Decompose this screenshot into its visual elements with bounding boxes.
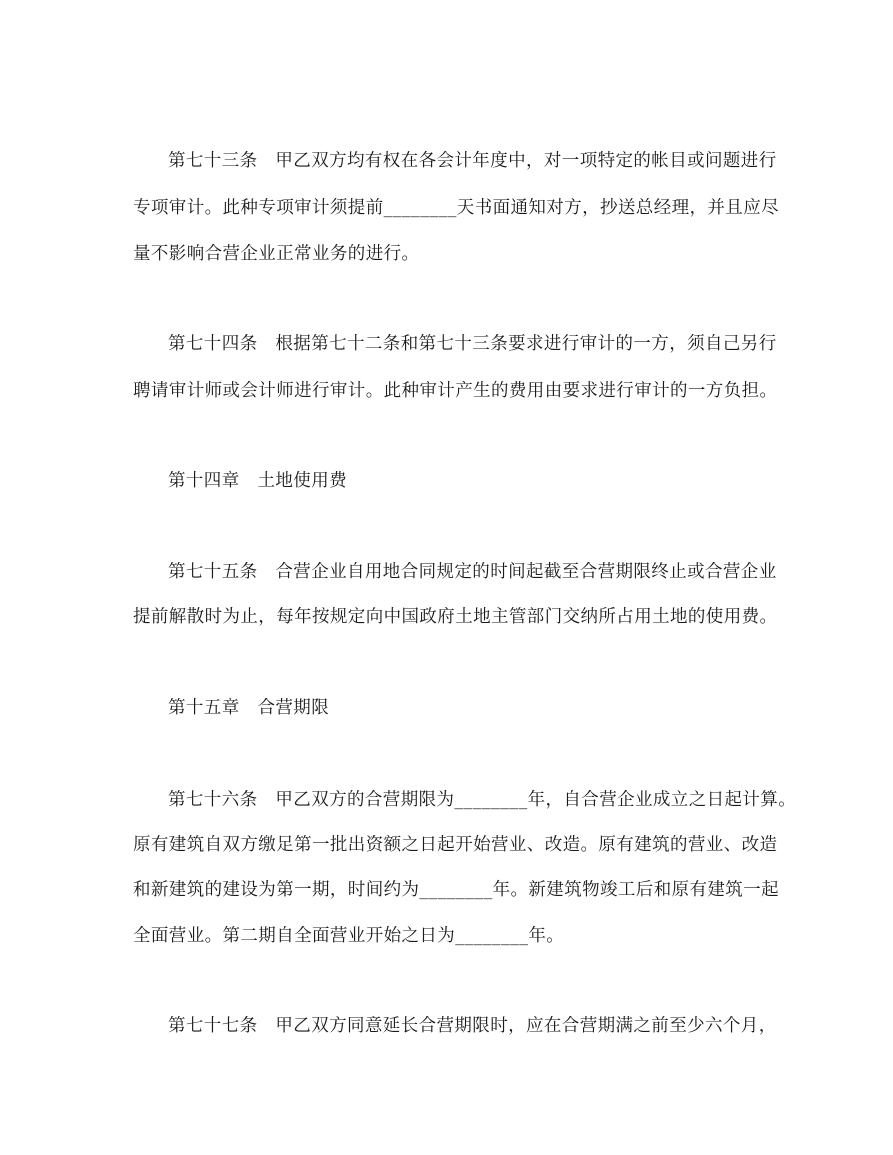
article-74-line-2: 聘请审计师或会计师进行审计。此种审计产生的费用由要求进行审计的一方负担。 — [133, 381, 778, 401]
article-73-line-2: 专项审计。此种专项审计须提前________天书面通知对方，抄送总经理，并且应尽 — [133, 198, 779, 218]
article-76-line-2: 原有建筑自双方缴足第一批出资额之日起开始营业、改造。原有建筑的营业、改造 — [133, 835, 778, 855]
article-75-line-2: 提前解散时为止，每年按规定向中国政府土地主管部门交纳所占用土地的使用费。 — [133, 607, 778, 627]
article-73-line-1: 第七十三条 甲乙双方均有权在各会计年度中，对一项特定的帐目或问题进行 — [168, 151, 777, 171]
article-76-line-4: 全面营业。第二期自全面营业开始之日为________年。 — [133, 926, 565, 946]
article-77-line-1: 第七十七条 甲乙双方同意延长合营期限时，应在合营期满之前至少六个月， — [168, 1016, 777, 1036]
article-76-line-1: 第七十六条 甲乙双方的合营期限为________年，自合营企业成立之日起计算。 — [168, 790, 797, 810]
article-75-line-1: 第七十五条 合营企业自用地合同规定的时间起截至合营期限终止或合营企业 — [168, 562, 777, 582]
article-74-line-1: 第七十四条 根据第七十二条和第七十三条要求进行审计的一方，须自己另行 — [168, 334, 777, 354]
chapter-15-title: 第十五章 合营期限 — [168, 698, 330, 718]
chapter-14-title: 第十四章 土地使用费 — [168, 471, 347, 491]
article-76-line-3: 和新建筑的建设为第一期，时间约为________年。新建筑物竣工后和原有建筑一起 — [133, 880, 779, 900]
article-73-line-3: 量不影响合营企业正常业务的进行。 — [133, 244, 420, 264]
